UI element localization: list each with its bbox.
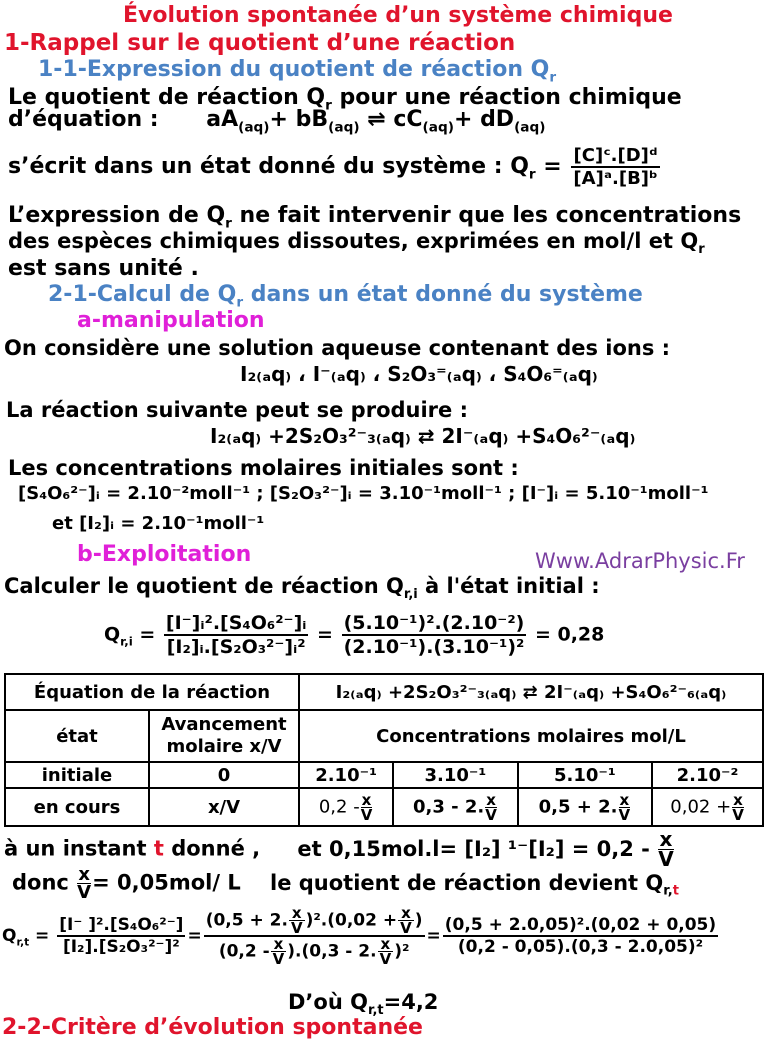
table-header-concentrations: Concentrations molaires mol/L — [299, 710, 763, 762]
qri-fraction-symbolic: $\frac{\text{[I⁻]ᵢ².[S₄O₆²⁻]ᵢ}}{\text{[I₂]ᵢ.[S₂O₃²⁻]ᵢ²}}$ — [165, 612, 307, 658]
qrt-fraction-symbolic: $\frac{\text{[I⁻ ]².[S₄O₆²⁻]}}{\text{[I₂].[S₂O₃²⁻]²}}$ — [59, 915, 184, 957]
table-cell: 0,5 + 2. $\frac{x}{V}$ — [518, 788, 652, 826]
consider-text: On considère une solution aqueuse contenant des ions : — [4, 336, 671, 360]
exploitation-heading: b-Exploitation — [77, 542, 252, 567]
page-title: Évolution spontanée d’un système chimique — [123, 3, 673, 28]
qri-formula: $Q_{r,i}$ = $\frac{\text{[I⁻]ᵢ².[S₄O₆²⁻]ᵢ}}{\text{[I₂]ᵢ.[S₂O₃²⁻]ᵢ²}}$ = $\frac{\text{(5.10⁻¹)².(2.10⁻²)}}{\text{(2.10⁻¹).(3.10⁻¹)²}}$ = 0,28 — [104, 612, 605, 658]
website-link[interactable]: Www.AdrarPhysic.Fr — [535, 549, 745, 573]
table-header-equation-label: Équation de la réaction — [5, 674, 299, 710]
table-row — [5, 762, 763, 788]
table-header-advancement: Avancement molaire x/V — [149, 710, 299, 762]
instant-line: à un instant t donné , et 0,15mol.l= [I₂] ¹⁻[I₂] = 0,2 - $\frac{x}{V}$ — [4, 827, 674, 871]
table-cell: 2.10⁻¹ — [299, 762, 393, 788]
table-cell: 0 — [149, 762, 299, 788]
subsection-2-1-heading: 2-1-Calcul de $Q_r$ dans un état donné du système — [48, 282, 643, 311]
table-cell: 3.10⁻¹ — [393, 762, 517, 788]
qr-fraction: $\frac{\text{[C]ᶜ.[D]ᵈ}}{\text{[A]ᵃ.[B]ᵇ}}$ — [573, 145, 658, 189]
table-cell: 0,02 + $\frac{x}{V}$ — [652, 788, 763, 826]
subsection-1-1-heading: 1-1-Expression du quotient de réaction $Q_r$ — [38, 57, 557, 86]
initial-concentrations: [S₄O₆²⁻]ᵢ = 2.10⁻²moll⁻¹ ; [S₂O₃²⁻]ᵢ = 3.10⁻¹moll⁻¹ ; [I⁻]ᵢ = 5.10⁻¹moll⁻¹ — [18, 483, 709, 504]
table-cell: en cours — [5, 788, 149, 826]
qrt-result: D’où $Q_{r,t}=4,2$ — [288, 990, 439, 1019]
expr-line-3: est sans unité . — [8, 256, 199, 281]
table-cell: initiale — [5, 762, 149, 788]
reaction-intro: La réaction suivante peut se produire : — [6, 398, 468, 422]
qr-definition: s’écrit dans un état donné du système : $Q_r$ = $\frac{\text{[C]ᶜ.[D]ᵈ}}{\text{[A]ᵃ.[B]ᵇ}}$ — [8, 145, 658, 189]
table-header-equation: I₂₍ₐq₎ +2S₂O₃²⁻₃₍ₐq₎ ⇄ 2I⁻₍ₐq₎ +S₄O₆²⁻₆₍ₐq₎ — [299, 674, 763, 710]
qrt-fraction-advancement: (0,5 + 2. $\frac{x}{V}$ )².(0,02 + $\frac{x}{V}$ ) (0,2 - $\frac{x}{V}$ ).(0,3 - 2. $\frac{x}{V}$ )² — [205, 904, 423, 968]
table-cell: 5.10⁻¹ — [518, 762, 652, 788]
table-cell: 0,3 - 2. $\frac{x}{V}$ — [393, 788, 517, 826]
donc-line: donc $\frac{x}{V}$ = 0,05mol/ L le quotient de réaction devient $Q_{r,t}$ — [12, 864, 679, 903]
calculate-instruction: Calculer le quotient de réaction $Q_{r,i}$ à l'état initial : — [4, 574, 600, 603]
qrt-fraction-numeric: $\frac{\text{(0,5 + 2.0,05)².(0,02 + 0,05)}}{\text{(0,2 - 0,05).(0,3 - 2.0,05)²}}$ — [444, 915, 717, 957]
reaction-equation: $aA_{(aq)}+ bB_{(aq)}$ ⇌ $cC_{(aq)}+ dD_{(aq)}$ — [206, 107, 546, 136]
table-cell: x/V — [149, 788, 299, 826]
qrt-formula: $Q_{r,t}$ = $\frac{\text{[I⁻ ]².[S₄O₆²⁻]}}{\text{[I₂].[S₂O₃²⁻]²}}$ = (0,5 + 2. $\frac{x}{V}$ )².(0,02 + $\frac{x}{V}$ ) (0,2 - $\frac{x}{V}$ ).(0,3 - 2. $\frac{x}{V}$ )² = $\frac{\text{(0,5 + 2.0,05)².(0,02 + 0,05)}}{\text{(0,2 - 0,05).(0,3 - 2.0,05)²}}$ — [2, 904, 717, 968]
concentrations-intro: Les concentrations molaires initiales sont : — [8, 456, 519, 480]
expr-line-2: des espèces chimiques dissoutes, exprimées en mol/l et $Q_r$ — [8, 229, 705, 258]
manipulation-heading: a-manipulation — [77, 308, 265, 333]
table-cell: 2.10⁻² — [652, 762, 763, 788]
iodine-concentration: et [I₂]ᵢ = 2.10⁻¹moll⁻¹ — [52, 513, 265, 534]
table-row — [5, 788, 763, 826]
expr-line-1: L’expression de $Q_r$ ne fait intervenir que les concentrations — [8, 203, 742, 232]
table-header-state: état — [5, 710, 149, 762]
section-2-2-heading-cut: 2-2-Critère d’évolution spontanée — [2, 1015, 423, 1040]
intro-line-1: Le quotient de réaction $Q_r$ pour une réaction chimique — [8, 85, 682, 114]
ions-list: I₂₍ₐq₎ ، I⁻₍ₐq₎ ، S₂O₃⁼₍ₐq₎ ، S₄O₆⁼₍ₐq₎ — [240, 362, 598, 386]
intro-line-2: d’équation : $aA_{(aq)}+ bB_{(aq)}$ ⇌ $cC_{(aq)}+ dD_{(aq)}$ — [8, 107, 546, 136]
advancement-table — [4, 673, 764, 827]
reaction-formula: I₂₍ₐq₎ +2S₂O₃²⁻₃₍ₐq₎ ⇄ 2I⁻₍ₐq₎ +S₄O₆²⁻₍ₐq₎ — [210, 424, 636, 448]
table-cell: 0,2 - $\frac{x}{V}$ — [299, 788, 393, 826]
qri-fraction-numeric: $\frac{\text{(5.10⁻¹)².(2.10⁻²)}}{\text{(2.10⁻¹).(3.10⁻¹)²}}$ — [343, 612, 525, 658]
section-1-heading: 1-Rappel sur le quotient d’une réaction — [4, 30, 516, 56]
